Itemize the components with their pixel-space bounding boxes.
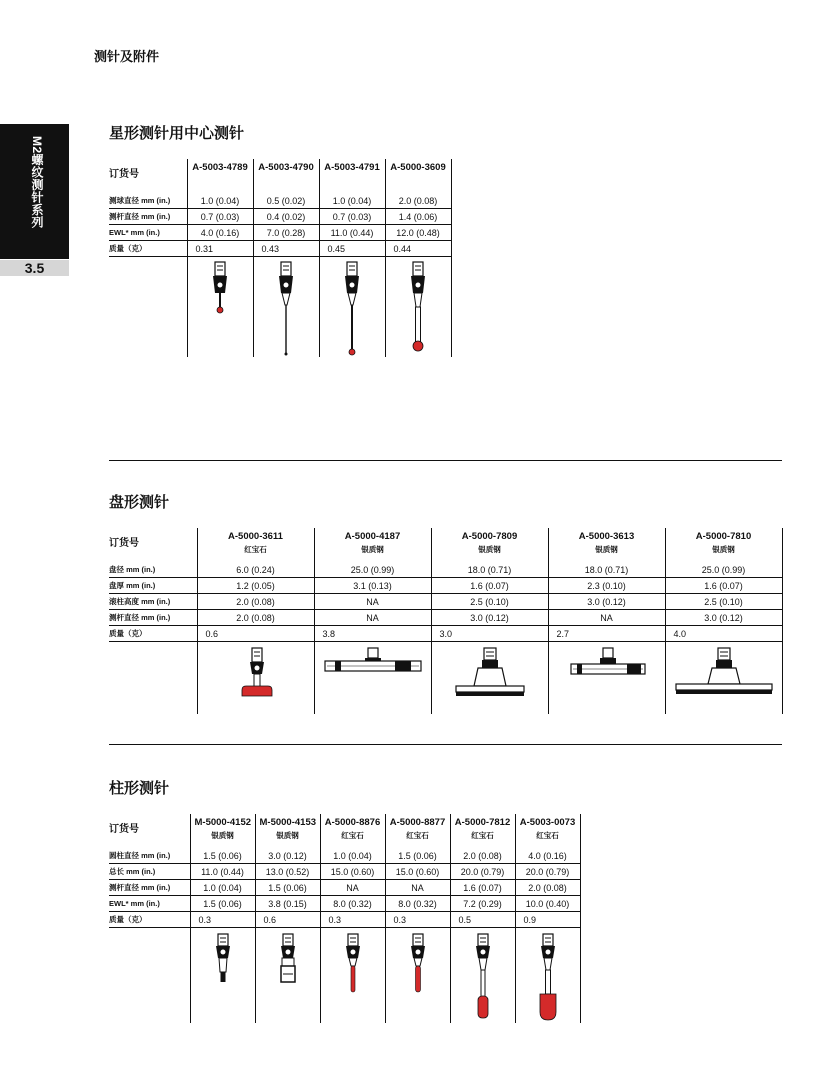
cell: 8.0 (0.32) [385, 896, 450, 912]
cell: 12.0 (0.48) [385, 225, 451, 241]
cell: 20.0 (0.79) [450, 864, 515, 880]
row-label: 总长 mm (in.) [109, 864, 190, 880]
section-title-cylinder: 柱形测针 [109, 780, 170, 797]
stylus-image [548, 642, 665, 715]
cell: 1.5 (0.06) [190, 848, 255, 864]
cell: NA [548, 610, 665, 626]
mass-cell: 4.0 [665, 626, 782, 642]
stylus-image [385, 257, 451, 358]
row-label: 测球直径 mm (in.) [109, 193, 187, 209]
stylus-image [450, 928, 515, 1024]
cell: 1.5 (0.06) [190, 896, 255, 912]
cell: 0.4 (0.02) [253, 209, 319, 225]
cell: 15.0 (0.60) [320, 864, 385, 880]
cell: 2.0 (0.08) [450, 848, 515, 864]
cell: 0.7 (0.03) [319, 209, 385, 225]
cell: 4.0 (0.16) [515, 848, 580, 864]
cell: 8.0 (0.32) [320, 896, 385, 912]
cell: 3.8 (0.15) [255, 896, 320, 912]
page-number: 3.5 [0, 260, 69, 276]
mass-cell: 0.3 [190, 912, 255, 928]
cell: 4.0 (0.16) [187, 225, 253, 241]
cell: 1.4 (0.06) [385, 209, 451, 225]
mass-cell: 0.3 [320, 912, 385, 928]
section-title-star: 星形测针用中心测针 [109, 125, 245, 142]
stylus-image [255, 928, 320, 1024]
order-code: A-5003-4791 [319, 159, 385, 193]
stylus-image [187, 257, 253, 358]
cell: 25.0 (0.99) [314, 562, 431, 578]
material-label: 银质钢 [211, 831, 234, 840]
cell: NA [320, 880, 385, 896]
cell: 3.1 (0.13) [314, 578, 431, 594]
cell: 3.0 (0.12) [665, 610, 782, 626]
section-divider [109, 460, 782, 461]
mass-cell: 3.8 [314, 626, 431, 642]
cell: 1.5 (0.06) [255, 880, 320, 896]
cell: 3.0 (0.12) [431, 610, 548, 626]
cylinder-spec-table [109, 814, 581, 1023]
stylus-image [431, 642, 548, 715]
section-title-disc: 盘形测针 [109, 494, 170, 511]
material-label: 红宝石 [341, 831, 364, 840]
order-code: A-5000-3613 [578, 531, 635, 542]
order-code: A-5000-7810 [695, 531, 752, 542]
material-label: 红宝石 [471, 831, 494, 840]
mass-cell: 0.6 [197, 626, 314, 642]
cell: 0.7 (0.03) [187, 209, 253, 225]
cell: 2.0 (0.08) [515, 880, 580, 896]
row-label: 盘厚 mm (in.) [109, 578, 197, 594]
order-code: A-5003-4789 [187, 159, 253, 193]
stylus-image [385, 928, 450, 1024]
cell: 20.0 (0.79) [515, 864, 580, 880]
cell: 1.6 (0.07) [431, 578, 548, 594]
mass-label: 质量（克） [109, 626, 197, 642]
mass-cell: 2.7 [548, 626, 665, 642]
row-label: 滚柱高度 mm (in.) [109, 594, 197, 610]
stylus-image [320, 928, 385, 1024]
material-label: 银质钢 [478, 545, 501, 554]
stylus-image [314, 642, 431, 715]
cell: 2.5 (0.10) [431, 594, 548, 610]
stylus-image [253, 257, 319, 358]
order-code: A-5003-0073 [519, 817, 576, 828]
cell: 11.0 (0.44) [319, 225, 385, 241]
cell: 3.0 (0.12) [548, 594, 665, 610]
cell: NA [314, 610, 431, 626]
order-code: M-5000-4153 [259, 817, 317, 828]
stylus-image [665, 642, 782, 715]
material-label: 红宝石 [244, 545, 267, 554]
row-label: EWL* mm (in.) [109, 896, 190, 912]
order-number-label: 订货号 [109, 824, 139, 835]
cell: 2.5 (0.10) [665, 594, 782, 610]
cell: 25.0 (0.99) [665, 562, 782, 578]
mass-cell: 0.43 [253, 241, 319, 257]
material-label: 红宝石 [536, 831, 559, 840]
cell: 7.2 (0.29) [450, 896, 515, 912]
page-header-title: 测针及附件 [94, 49, 160, 64]
mass-cell: 0.5 [450, 912, 515, 928]
material-label: 银质钢 [595, 545, 618, 554]
cell: 13.0 (0.52) [255, 864, 320, 880]
cell: 1.0 (0.04) [319, 193, 385, 209]
disc-spec-table [109, 528, 783, 714]
section-divider [109, 744, 782, 745]
cell: 2.0 (0.08) [197, 610, 314, 626]
cell: 10.0 (0.40) [515, 896, 580, 912]
stylus-image [197, 642, 314, 715]
cell: 1.0 (0.04) [320, 848, 385, 864]
row-label: 测杆直径 mm (in.) [109, 209, 187, 225]
cell: 11.0 (0.44) [190, 864, 255, 880]
mass-cell: 0.3 [385, 912, 450, 928]
order-code: A-5000-7809 [461, 531, 518, 542]
cell: 2.0 (0.08) [197, 594, 314, 610]
order-number-label: 订货号 [109, 169, 139, 180]
order-code: A-5003-4790 [253, 159, 319, 193]
cell: 18.0 (0.71) [431, 562, 548, 578]
mass-label: 质量（克） [109, 912, 190, 928]
side-tab-label: M2螺纹测针系列 [30, 136, 44, 229]
row-label: 盘径 mm (in.) [109, 562, 197, 578]
order-code: A-5000-7812 [454, 817, 511, 828]
order-number-label: 订货号 [109, 538, 139, 549]
mass-cell: 0.44 [385, 241, 451, 257]
star-spec-table [109, 159, 452, 357]
cell: 1.6 (0.07) [450, 880, 515, 896]
mass-label: 质量（克） [109, 241, 187, 257]
cell: NA [385, 880, 450, 896]
material-label: 红宝石 [406, 831, 429, 840]
order-code: A-5000-3609 [385, 159, 451, 193]
cell: 2.0 (0.08) [385, 193, 451, 209]
cell: 18.0 (0.71) [548, 562, 665, 578]
material-label: 银质钢 [361, 545, 384, 554]
row-label: 测杆直径 mm (in.) [109, 610, 197, 626]
row-label: 圆柱直径 mm (in.) [109, 848, 190, 864]
mass-cell: 0.31 [187, 241, 253, 257]
order-code: M-5000-4152 [194, 817, 252, 828]
cell: 1.0 (0.04) [187, 193, 253, 209]
material-label: 银质钢 [712, 545, 735, 554]
cell: 3.0 (0.12) [255, 848, 320, 864]
mass-cell: 0.45 [319, 241, 385, 257]
cell: 1.0 (0.04) [190, 880, 255, 896]
side-tab [0, 124, 69, 259]
cell: 1.5 (0.06) [385, 848, 450, 864]
cell: 2.3 (0.10) [548, 578, 665, 594]
cell: 1.2 (0.05) [197, 578, 314, 594]
cell: 15.0 (0.60) [385, 864, 450, 880]
mass-cell: 0.6 [255, 912, 320, 928]
row-label: 测杆直径 mm (in.) [109, 880, 190, 896]
cell: NA [314, 594, 431, 610]
material-label: 银质钢 [276, 831, 299, 840]
stylus-image [319, 257, 385, 358]
mass-cell: 3.0 [431, 626, 548, 642]
row-label: EWL* mm (in.) [109, 225, 187, 241]
cell: 6.0 (0.24) [197, 562, 314, 578]
order-code: A-5000-8877 [389, 817, 446, 828]
stylus-image [515, 928, 580, 1024]
stylus-image [190, 928, 255, 1024]
order-code: A-5000-8876 [324, 817, 381, 828]
cell: 1.6 (0.07) [665, 578, 782, 594]
order-code: A-5000-4187 [344, 531, 401, 542]
mass-cell: 0.9 [515, 912, 580, 928]
cell: 7.0 (0.28) [253, 225, 319, 241]
order-code: A-5000-3611 [228, 531, 283, 542]
cell: 0.5 (0.02) [253, 193, 319, 209]
